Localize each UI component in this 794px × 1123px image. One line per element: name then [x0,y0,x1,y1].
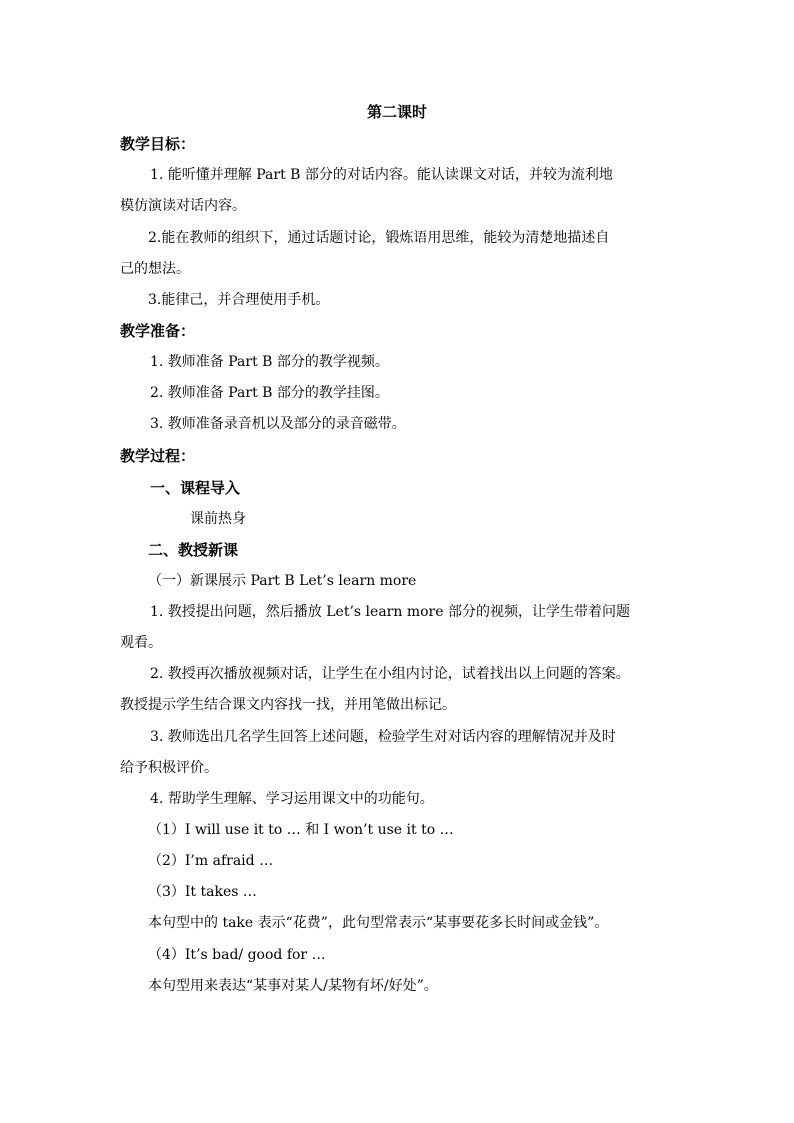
objective-2-line1: 2.能在教师的组织下，通过话题讨论，锻炼语用思维，能较为清楚地描述自 [148,230,610,246]
step-3-line2: 给予积极评价。 [120,760,218,776]
new-lesson-heading: 二、教授新课 [148,541,239,559]
step-1-line2: 观看。 [120,635,162,651]
sentence-4: （4）It’s bad/ good for … [148,947,326,963]
intro-heading: 一、课程导入 [150,479,241,497]
objective-1-line2: 模仿演读对话内容。 [120,198,246,214]
part-one-heading: （一）新课展示 Part B Let’s learn more [148,573,417,589]
objective-3: 3.能律己，并合理使用手机。 [148,292,330,308]
warmup-text: 课前热身 [190,511,246,527]
preparation-3: 3. 教师准备录音机以及部分的录音磁带。 [150,416,406,432]
preparation-heading: 教学准备： [120,322,196,340]
step-4: 4. 帮助学生理解、学习运用课文中的功能句。 [150,791,434,807]
step-2-line1: 2. 教授再次播放视频对话，让学生在小组内讨论，试着找出以上问题的答案。 [150,666,630,682]
objectives-heading: 教学目标： [120,135,196,153]
process-heading: 教学过程： [120,447,196,465]
page-title: 第二课时 [366,103,427,121]
objective-2-line2: 己的想法。 [120,261,190,277]
sentence-1: （1）I will use it to … 和 I won’t use it to … [148,822,454,838]
objective-1-line1: 1. 能听懂并理解 Part B 部分的对话内容。能认读课文对话，并较为流利地 [150,167,613,183]
sentence-3-note: 本句型中的 take 表示“花费”，此句型常表示“某事要花多长时间或金钱”。 [148,915,609,931]
sentence-4-note: 本句型用来表达“某事对某人/某物有坏/好处”。 [148,978,438,994]
step-3-line1: 3. 教师选出几名学生回答上述问题，检验学生对对话内容的理解情况并及时 [150,729,616,745]
sentence-2: （2）I’m afraid … [148,853,274,869]
step-1-line1: 1. 教授提出问题，然后播放 Let’s learn more 部分的视频，让学生带着问题 [150,604,630,620]
step-2-line2: 教授提示学生结合课文内容找一找，并用笔做出标记。 [120,697,456,713]
preparation-1: 1. 教师准备 Part B 部分的教学视频。 [150,354,389,370]
sentence-3: （3）It takes … [148,884,257,900]
preparation-2: 2. 教师准备 Part B 部分的教学挂图。 [150,385,389,401]
